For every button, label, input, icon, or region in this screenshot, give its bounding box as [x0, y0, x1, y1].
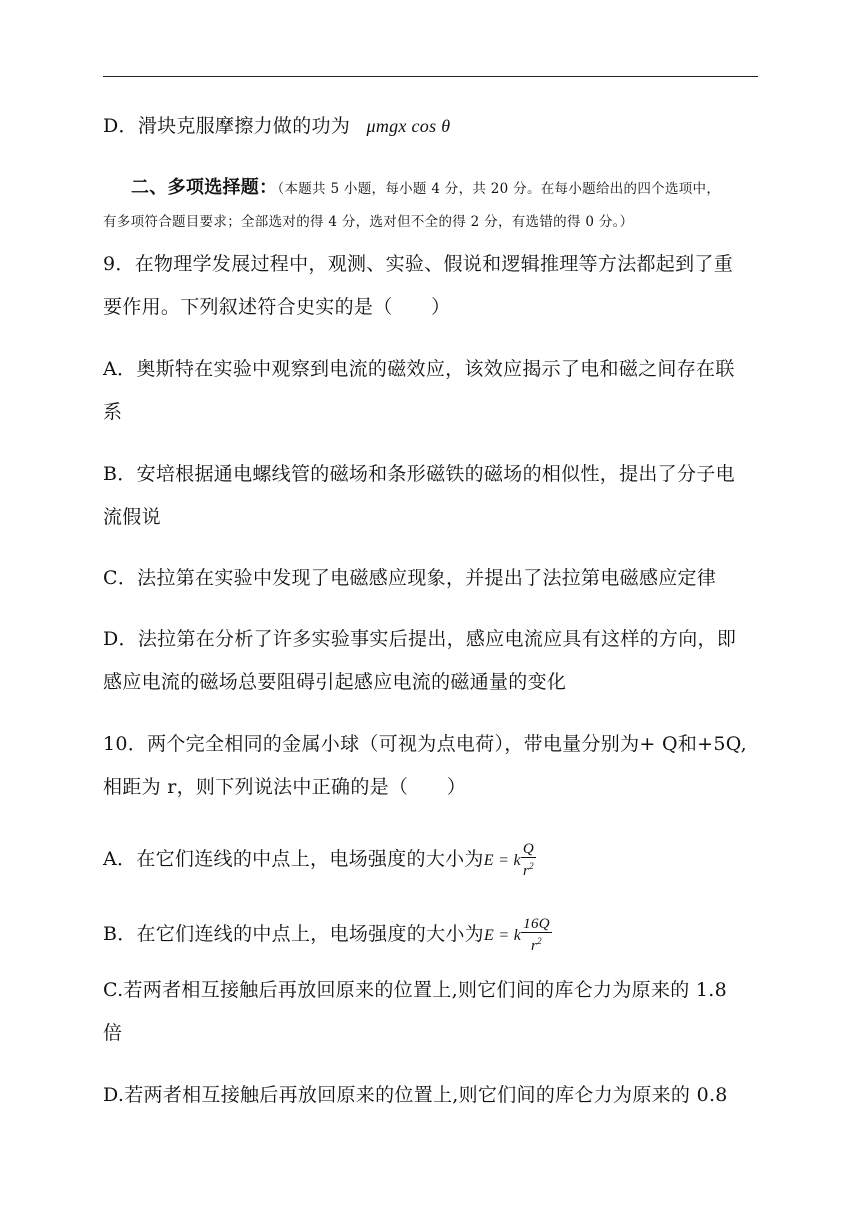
fraction-numerator: Q: [522, 841, 535, 857]
section-note-line-2: 有多项符合题目要求；全部选对的得 4 分，选对但不全的得 2 分，有选错的得 0 分。）: [103, 214, 634, 230]
section-note: （本题共 5 小题，每小题 4 分，共 20 分。在每小题给出的四个选项中，: [277, 181, 721, 197]
fraction-denominator: $r^2$: [523, 861, 534, 879]
q9-option-b-line-2: 流假说: [103, 506, 161, 528]
exponent: 2: [529, 861, 534, 871]
q9-stem-line-1: 9．在物理学发展过程中，观测、实验、假说和逻辑推理等方法都起到了重: [103, 253, 733, 275]
q10-option-a-lhs: E = k: [483, 852, 521, 869]
q10-option-d-line-1: D.若两者相互接触后再放回原来的位置上,则它们间的库仑力为原来的 0.8: [103, 1084, 728, 1106]
q10-option-b: [103, 916, 552, 954]
section-2-heading: [131, 175, 720, 201]
q10-option-b-lhs: E = k: [483, 927, 522, 944]
option-d-previous: [103, 114, 450, 138]
section-title: 二、多项选择题：: [131, 177, 278, 198]
q9-option-c: C．法拉第在实验中发现了电磁感应现象，并提出了法拉第电磁感应定律: [103, 567, 717, 589]
option-d-text: D．滑块克服摩擦力做的功为: [103, 115, 351, 137]
q9-option-a-line-2: 系: [103, 401, 123, 423]
fraction-denominator: $r^2$: [531, 936, 542, 954]
q10-stem-line-1: 10．两个完全相同的金属小球（可视为点电荷），带电量分别为+ Q和+5Q,: [103, 733, 747, 755]
friction-work-formula: μmgx cos θ: [366, 116, 451, 136]
q9-stem-line-2: 要作用。下列叙述符合史实的是（ ）: [103, 296, 451, 318]
header-rule: [103, 76, 758, 77]
q10-stem-line-2: 相距为 r，则下列说法中正确的是（ ）: [103, 776, 467, 798]
q10-option-a-fraction: [521, 841, 536, 879]
q9-option-d-line-1: D．法拉第在分析了许多实验事实后提出，感应电流应具有这样的方向，即: [103, 628, 737, 650]
q9-option-a-line-1: A．奥斯特在实验中观察到电流的磁效应，该效应揭示了电和磁之间存在联: [103, 358, 735, 380]
q10-option-c-line-2: 倍: [103, 1022, 123, 1044]
q10-option-a-text: A．在它们连线的中点上，电场强度的大小为: [103, 848, 484, 870]
q10-option-c-line-1: C.若两者相互接触后再放回原来的位置上,则它们间的库仑力为原来的 1.8: [103, 979, 727, 1001]
fraction-numerator: 16Q: [523, 916, 550, 932]
q10-option-b-text: B．在它们连线的中点上，电场强度的大小为: [103, 923, 484, 945]
q9-option-d-line-2: 感应电流的磁场总要阻碍引起感应电流的磁通量的变化: [103, 671, 567, 693]
q9-option-b-line-1: B．安培根据通电螺线管的磁场和条形磁铁的磁场的相似性，提出了分子电: [103, 463, 735, 485]
q10-option-b-fraction: [521, 916, 552, 954]
q10-option-a: [103, 841, 536, 879]
exponent: 2: [537, 936, 542, 946]
